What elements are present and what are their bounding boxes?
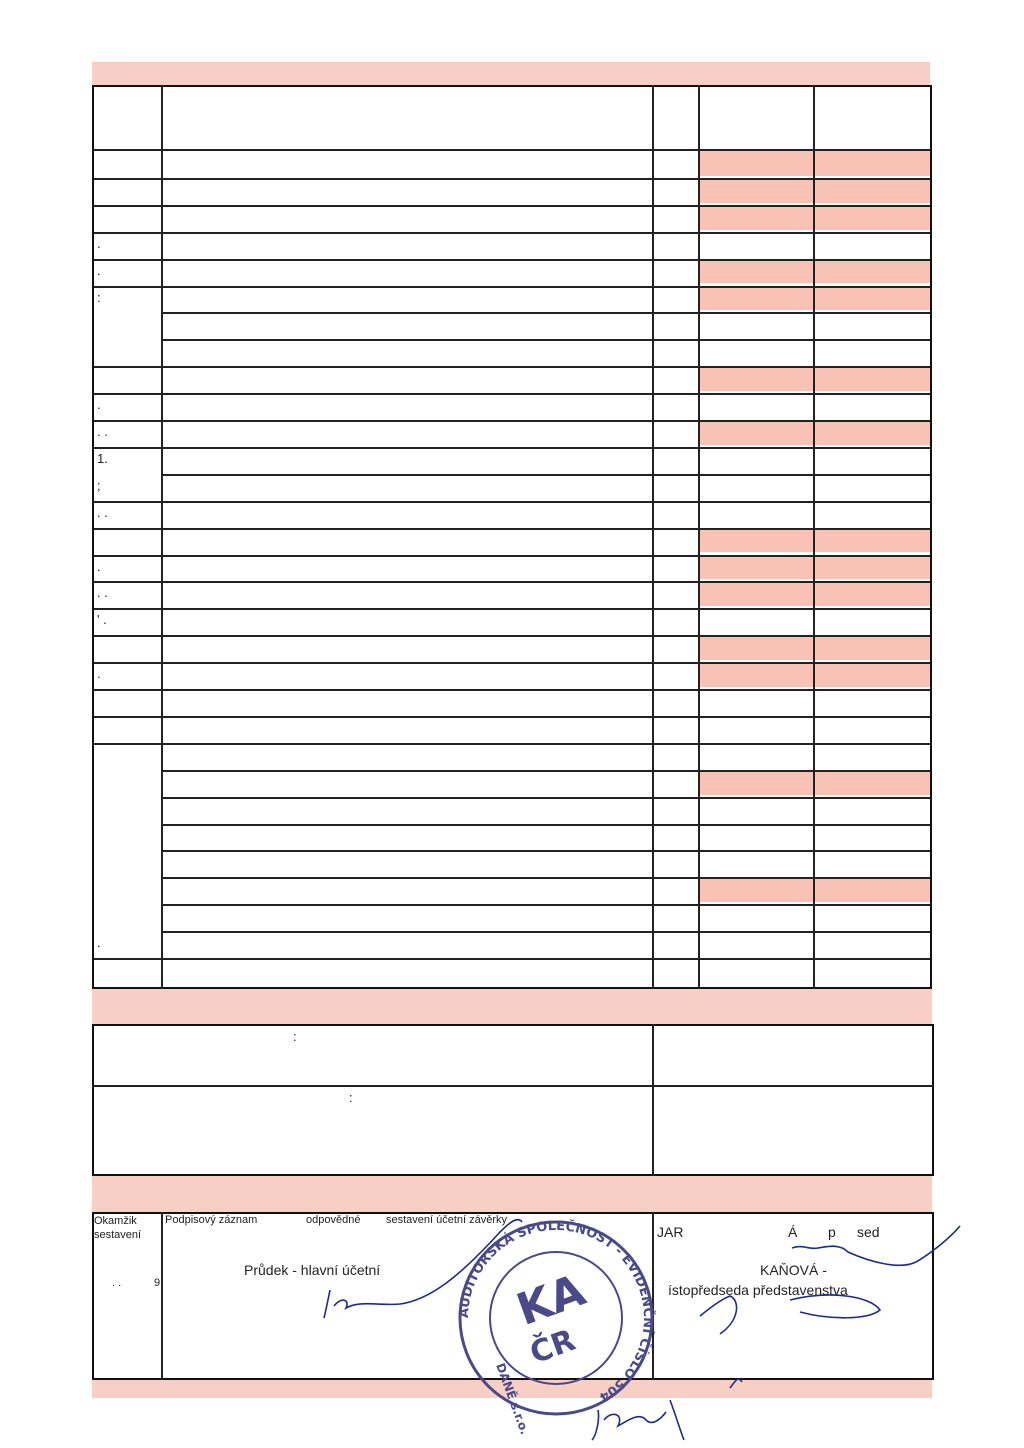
row-mark: . bbox=[97, 236, 101, 251]
footer-fragment-c: sed bbox=[857, 1224, 880, 1240]
row-mark: . . bbox=[97, 585, 108, 600]
stamp-logo-top: KA bbox=[510, 1264, 592, 1336]
row-mark: . bbox=[97, 397, 101, 412]
row-mark: ' . bbox=[97, 612, 107, 627]
footer-chair-role: ístopředseda představenstva bbox=[668, 1282, 848, 1298]
footer-moment-date: 9 bbox=[154, 1277, 161, 1289]
row-mark: : bbox=[97, 290, 101, 305]
auditor-stamp bbox=[457, 1218, 656, 1436]
row-mark: ; bbox=[97, 478, 101, 493]
signature-colon-1: : bbox=[293, 1029, 297, 1044]
footer-fragment-a: Á bbox=[788, 1224, 798, 1240]
signature-colon-2: : bbox=[349, 1090, 353, 1105]
row-mark: . . bbox=[97, 505, 108, 520]
footer-code: JAR bbox=[657, 1224, 684, 1240]
stamp-outer-text: AUDITORSKÁ SPOLEČNOST - EVIDENČNÍ ČÍSLO 504 bbox=[456, 1218, 656, 1405]
footer-signature-header-c: sestavení účetní závěrky bbox=[386, 1214, 508, 1226]
chair-signature bbox=[700, 1226, 960, 1334]
row-mark: . bbox=[97, 263, 101, 278]
stamp-bottom-text: DANĚ s.r.o. bbox=[493, 1361, 532, 1437]
stamp-logo-bottom: ČR bbox=[525, 1322, 580, 1372]
row-mark: . bbox=[97, 935, 101, 950]
row-mark: . bbox=[97, 666, 101, 681]
footer-signature-header-a: Podpisový záznam bbox=[165, 1214, 258, 1226]
row-mark: 1. bbox=[97, 451, 108, 466]
row-mark: . bbox=[97, 559, 101, 574]
row-mark: . . bbox=[97, 424, 108, 439]
footer-signature-header-b: odpovědné bbox=[306, 1214, 361, 1226]
footer-accountant-name: Průdek - hlavní účetní bbox=[244, 1262, 381, 1278]
footer-moment-header: Okamžik sestavení bbox=[94, 1215, 142, 1241]
footer-moment-dots: . . bbox=[112, 1277, 122, 1289]
footer-chair-name: KAŇOVÁ - bbox=[760, 1262, 827, 1278]
footer-fragment-b: p bbox=[828, 1224, 836, 1240]
